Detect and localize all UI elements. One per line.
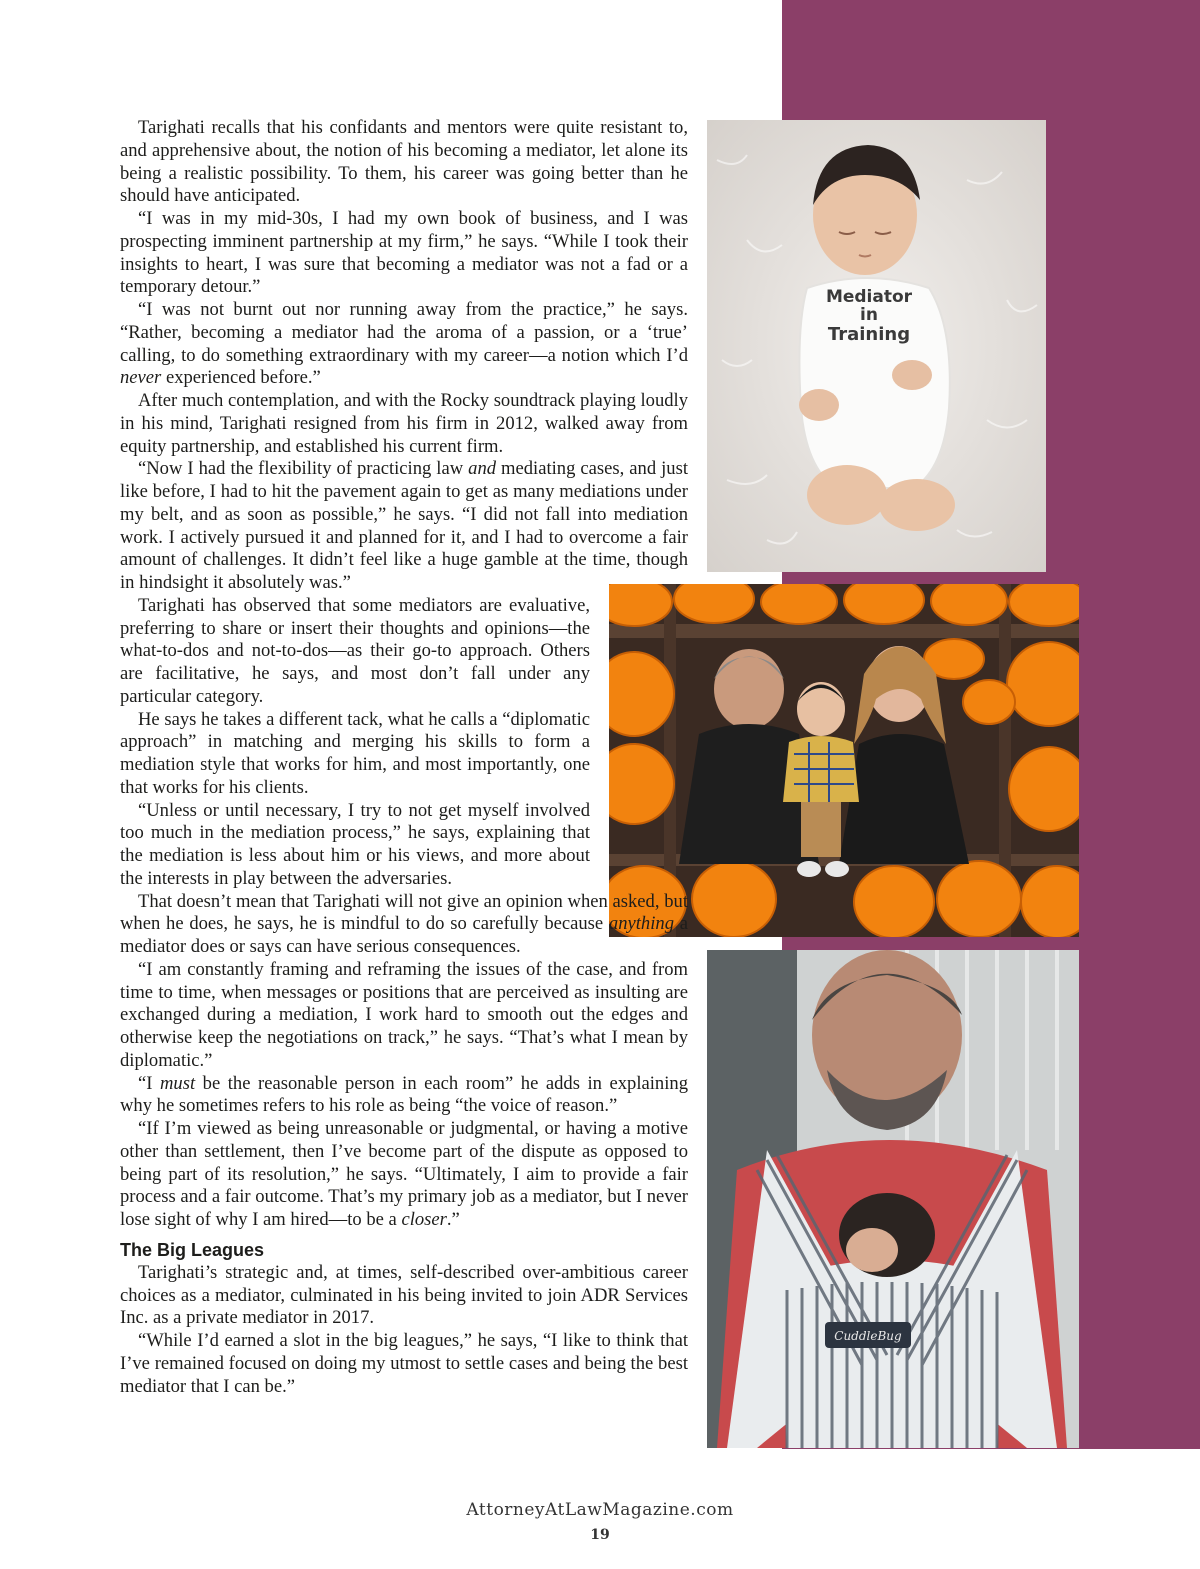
article-paragraph: “I am constantly framing and reframing the issues of the case, and from time to time, when messages or positions that are perceived as insulting are exchanged during a mediation, I work hard to smooth out the edges and otherwise keep the negotiations on track,” he says. “That’s what I mean by diplomatic.” bbox=[120, 958, 688, 1071]
onesie-text-line3: Training bbox=[827, 324, 911, 345]
article-paragraph: “Unless or until necessary, I try to not get myself involved too much in the mediation process,” he says, explaining that the mediation is less about him or his views, and more about the interests in play between the adversaries. bbox=[120, 799, 590, 889]
article-paragraph: Tarighati’s strategic and, at times, self-described over-ambitious career choices as a mediator, culminated in his being invited to join ADR Services Inc. as a private mediator in 2017. bbox=[120, 1261, 688, 1329]
photo-father-baby-carrier bbox=[707, 950, 1079, 1448]
article-paragraph: Tarighati recalls that his confidants and mentors were quite resistant to, and apprehensive about, the notion of his becoming a mediator, let alone its being a realistic possibility. To them, his career was going better than he should have anticipated. bbox=[120, 117, 688, 207]
article-paragraph: That doesn’t mean that Tarighati will not give an opinion when asked, but when he does, he says, he is mindful to do so carefully because anything a mediator does or says can have serious consequences. bbox=[120, 890, 689, 957]
article-paragraph: “If I’m viewed as being unreasonable or judgmental, or having a motive other than settlement, then I’ve become part of the dispute as opposed to being part of its resolution,” he says. “Ultimately, I aim to provide a fair process and a fair outcome. That’s my primary job as a mediator, but I never lose sight of why I am hired—to be a closer.” bbox=[120, 1118, 688, 1230]
article-paragraph: “I must be the reasonable person in each room” he adds in explaining why he sometimes refers to his role as being “the voice of reason.” bbox=[120, 1072, 688, 1117]
article-paragraph: “I was not burnt out nor running away from the practice,” he says. “Rather, becoming a mediator had the aroma of a passion, or a ‘true’ calling, to do something extraordinary with my career—a notion which I’d never experienced before.” bbox=[120, 299, 688, 389]
article-paragraph: Tarighati has observed that some mediators are evaluative, preferring to share or insert their thoughts and opinions—the what-to-dos and not-to-dos—as their go-to approach. Others are facilitative, he says, and most don’t fall under any particular category. bbox=[120, 594, 590, 707]
article-paragraph: He says he takes a different tack, what he calls a “diplomatic approach” in matching and merging his skills to form a mediation style that works for him, and most importantly, one that works for his clients. bbox=[120, 708, 590, 798]
article-paragraph: After much contemplation, and with the Rocky soundtrack playing loudly in his mind, Tarighati resigned from his firm in 2012, walked away from equity partnership, and established his current firm. bbox=[120, 390, 688, 457]
article-paragraph: “While I’d earned a slot in the big leagues,” he says, “I like to think that I’ve remained focused on doing my utmost to settle cases and being the best mediator that I can be.” bbox=[120, 1330, 688, 1397]
onesie-text-line1: Mediator bbox=[825, 287, 913, 307]
carrier-brand-label: CuddleBug bbox=[834, 1329, 902, 1343]
article-body bbox=[120, 117, 688, 1398]
article-paragraph: “Now I had the flexibility of practicing law and mediating cases, and just like before, I had to hit the pavement again to get as many mediations under my belt, and as soon as possible,” he says. “I did not fall into mediation work. I actively pursued it and planned for it, and I had to overcome a fair amount of challenges. It didn’t feel like a huge gamble at the time, though in hindsight it absolutely was.” bbox=[120, 458, 688, 593]
article-paragraph: “I was in my mid-30s, I had my own book of business, and I was prospecting imminent partnership at my firm,” he says. “While I took their insights to heart, I was sure that becoming a mediator was not a fad or a temporary detour.” bbox=[120, 208, 688, 298]
footer-website: AttorneyAtLawMagazine.com bbox=[466, 1500, 734, 1520]
photo-baby-mediator-in-training bbox=[707, 120, 1046, 572]
section-heading: The Big Leagues bbox=[120, 1239, 265, 1260]
page-number: 19 bbox=[590, 1527, 610, 1543]
onesie-text-line2: in bbox=[860, 305, 878, 325]
